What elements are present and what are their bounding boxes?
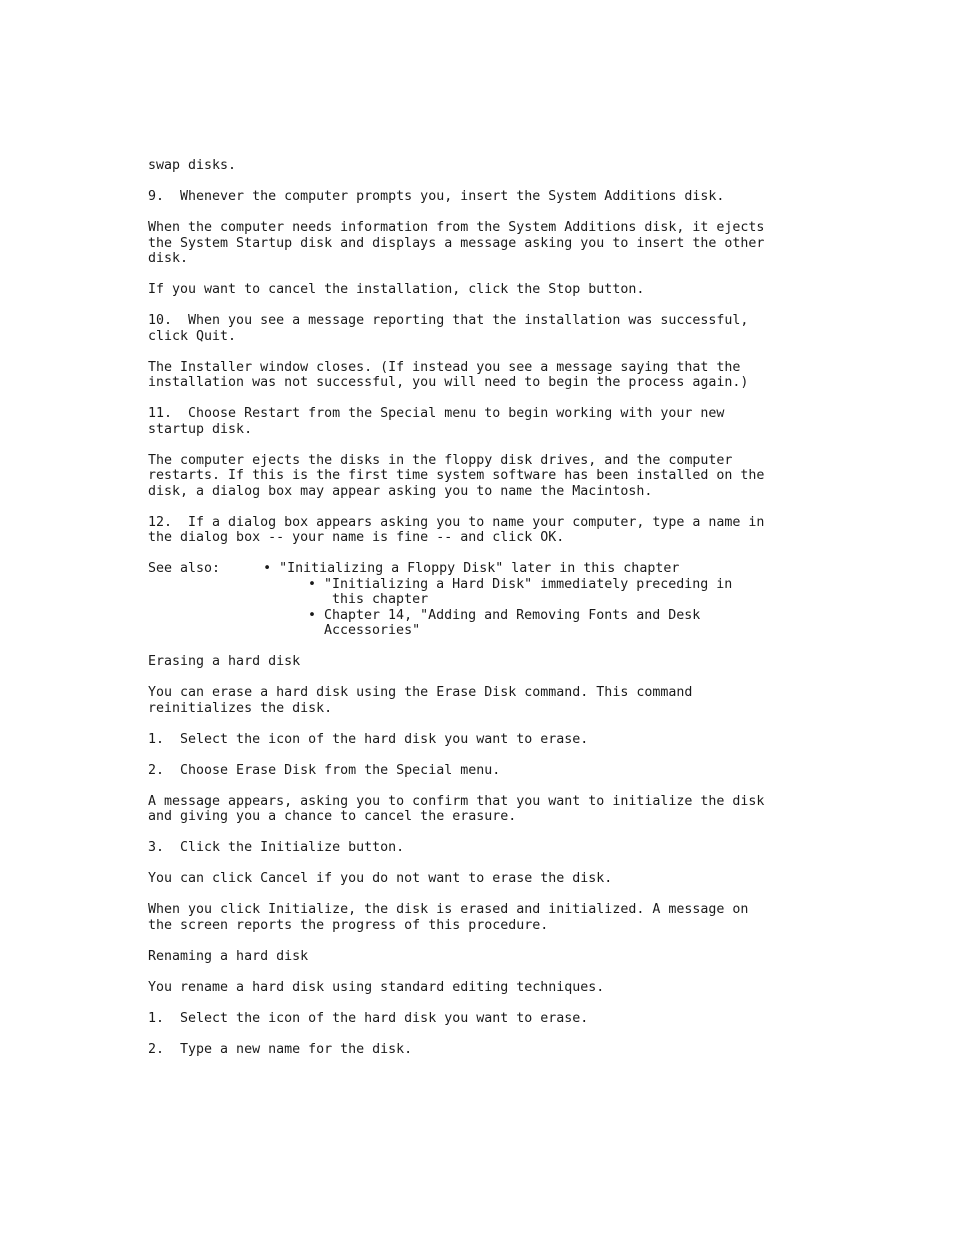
see-also-row-2 <box>148 577 848 593</box>
see-also-item-continued: Accessories" <box>308 623 421 638</box>
paragraph-rename-intro: You rename a hard disk using standard editing techniques. <box>148 979 605 995</box>
see-also-row-4 <box>148 608 848 624</box>
document-page <box>148 158 848 1073</box>
erase-step-2: 2. Choose Erase Disk from the Special menu. <box>148 762 501 778</box>
see-also-item: • "Initializing a Floppy Disk" later in this chapter <box>263 561 680 576</box>
paragraph-computer-restarts: The computer ejects the disks in the floppy disk drives, and the computer restarts. If this is the first time system software has been installed on the disk, a dialog box may appear asking you to name the Macintosh. <box>148 452 765 499</box>
see-also-block <box>148 561 848 639</box>
text-swap-disks: swap disks. <box>148 158 237 173</box>
paragraph-cancel-installation: If you want to cancel the installation, click the Stop button. <box>148 282 645 297</box>
paragraph-system-additions: When the computer needs information from the System Additions disk, it ejects the System Startup disk and displays a message asking you to insert the other disk. <box>148 220 765 266</box>
rename-step-1: 1. Select the icon of the hard disk you want to erase. <box>148 1010 589 1026</box>
see-also-item: • Chapter 14, "Adding and Removing Fonts and Desk <box>308 607 701 623</box>
see-also-label: See also: <box>148 561 221 576</box>
paragraph-installer-closes: The Installer window closes. (If instead you see a message saying that the installation was not successful, you will need to begin the process again.) <box>148 359 749 390</box>
erase-step-3: 3. Click the Initialize button. <box>148 840 405 855</box>
paragraph-click-initialize: When you click Initialize, the disk is erased and initialized. A message on the screen reports the progress of this procedure. <box>148 902 749 933</box>
section-heading-renaming: Renaming a hard disk <box>148 948 309 964</box>
see-also-item: • "Initializing a Hard Disk" immediately preceding in <box>308 576 733 592</box>
paragraph-confirm-message: A message appears, asking you to confirm that you want to initialize the disk and giving you a chance to cancel the erasure. <box>148 793 765 824</box>
step-9: 9. Whenever the computer prompts you, insert the System Additions disk. <box>148 189 725 204</box>
erase-step-1: 1. Select the icon of the hard disk you want to erase. <box>148 731 589 747</box>
rename-step-2: 2. Type a new name for the disk. <box>148 1041 413 1057</box>
section-heading-erasing: Erasing a hard disk <box>148 654 301 669</box>
step-11: 11. Choose Restart from the Special menu to begin working with your new startup disk. <box>148 406 725 437</box>
paragraph-erase-intro: You can erase a hard disk using the Erase Disk command. This command reinitializes the disk. <box>148 685 693 716</box>
paragraph-click-cancel: You can click Cancel if you do not want to erase the disk. <box>148 871 613 886</box>
see-also-item-continued: this chapter <box>308 592 429 607</box>
see-also-row-3 <box>148 592 848 608</box>
see-also-row-5 <box>148 623 848 639</box>
step-10: 10. When you see a message reporting that the installation was successful, click Quit. <box>148 313 749 344</box>
step-12: 12. If a dialog box appears asking you to name your computer, type a name in the dialog box -- your name is fine -- and click OK. <box>148 514 765 545</box>
see-also-row-1 <box>148 561 848 577</box>
